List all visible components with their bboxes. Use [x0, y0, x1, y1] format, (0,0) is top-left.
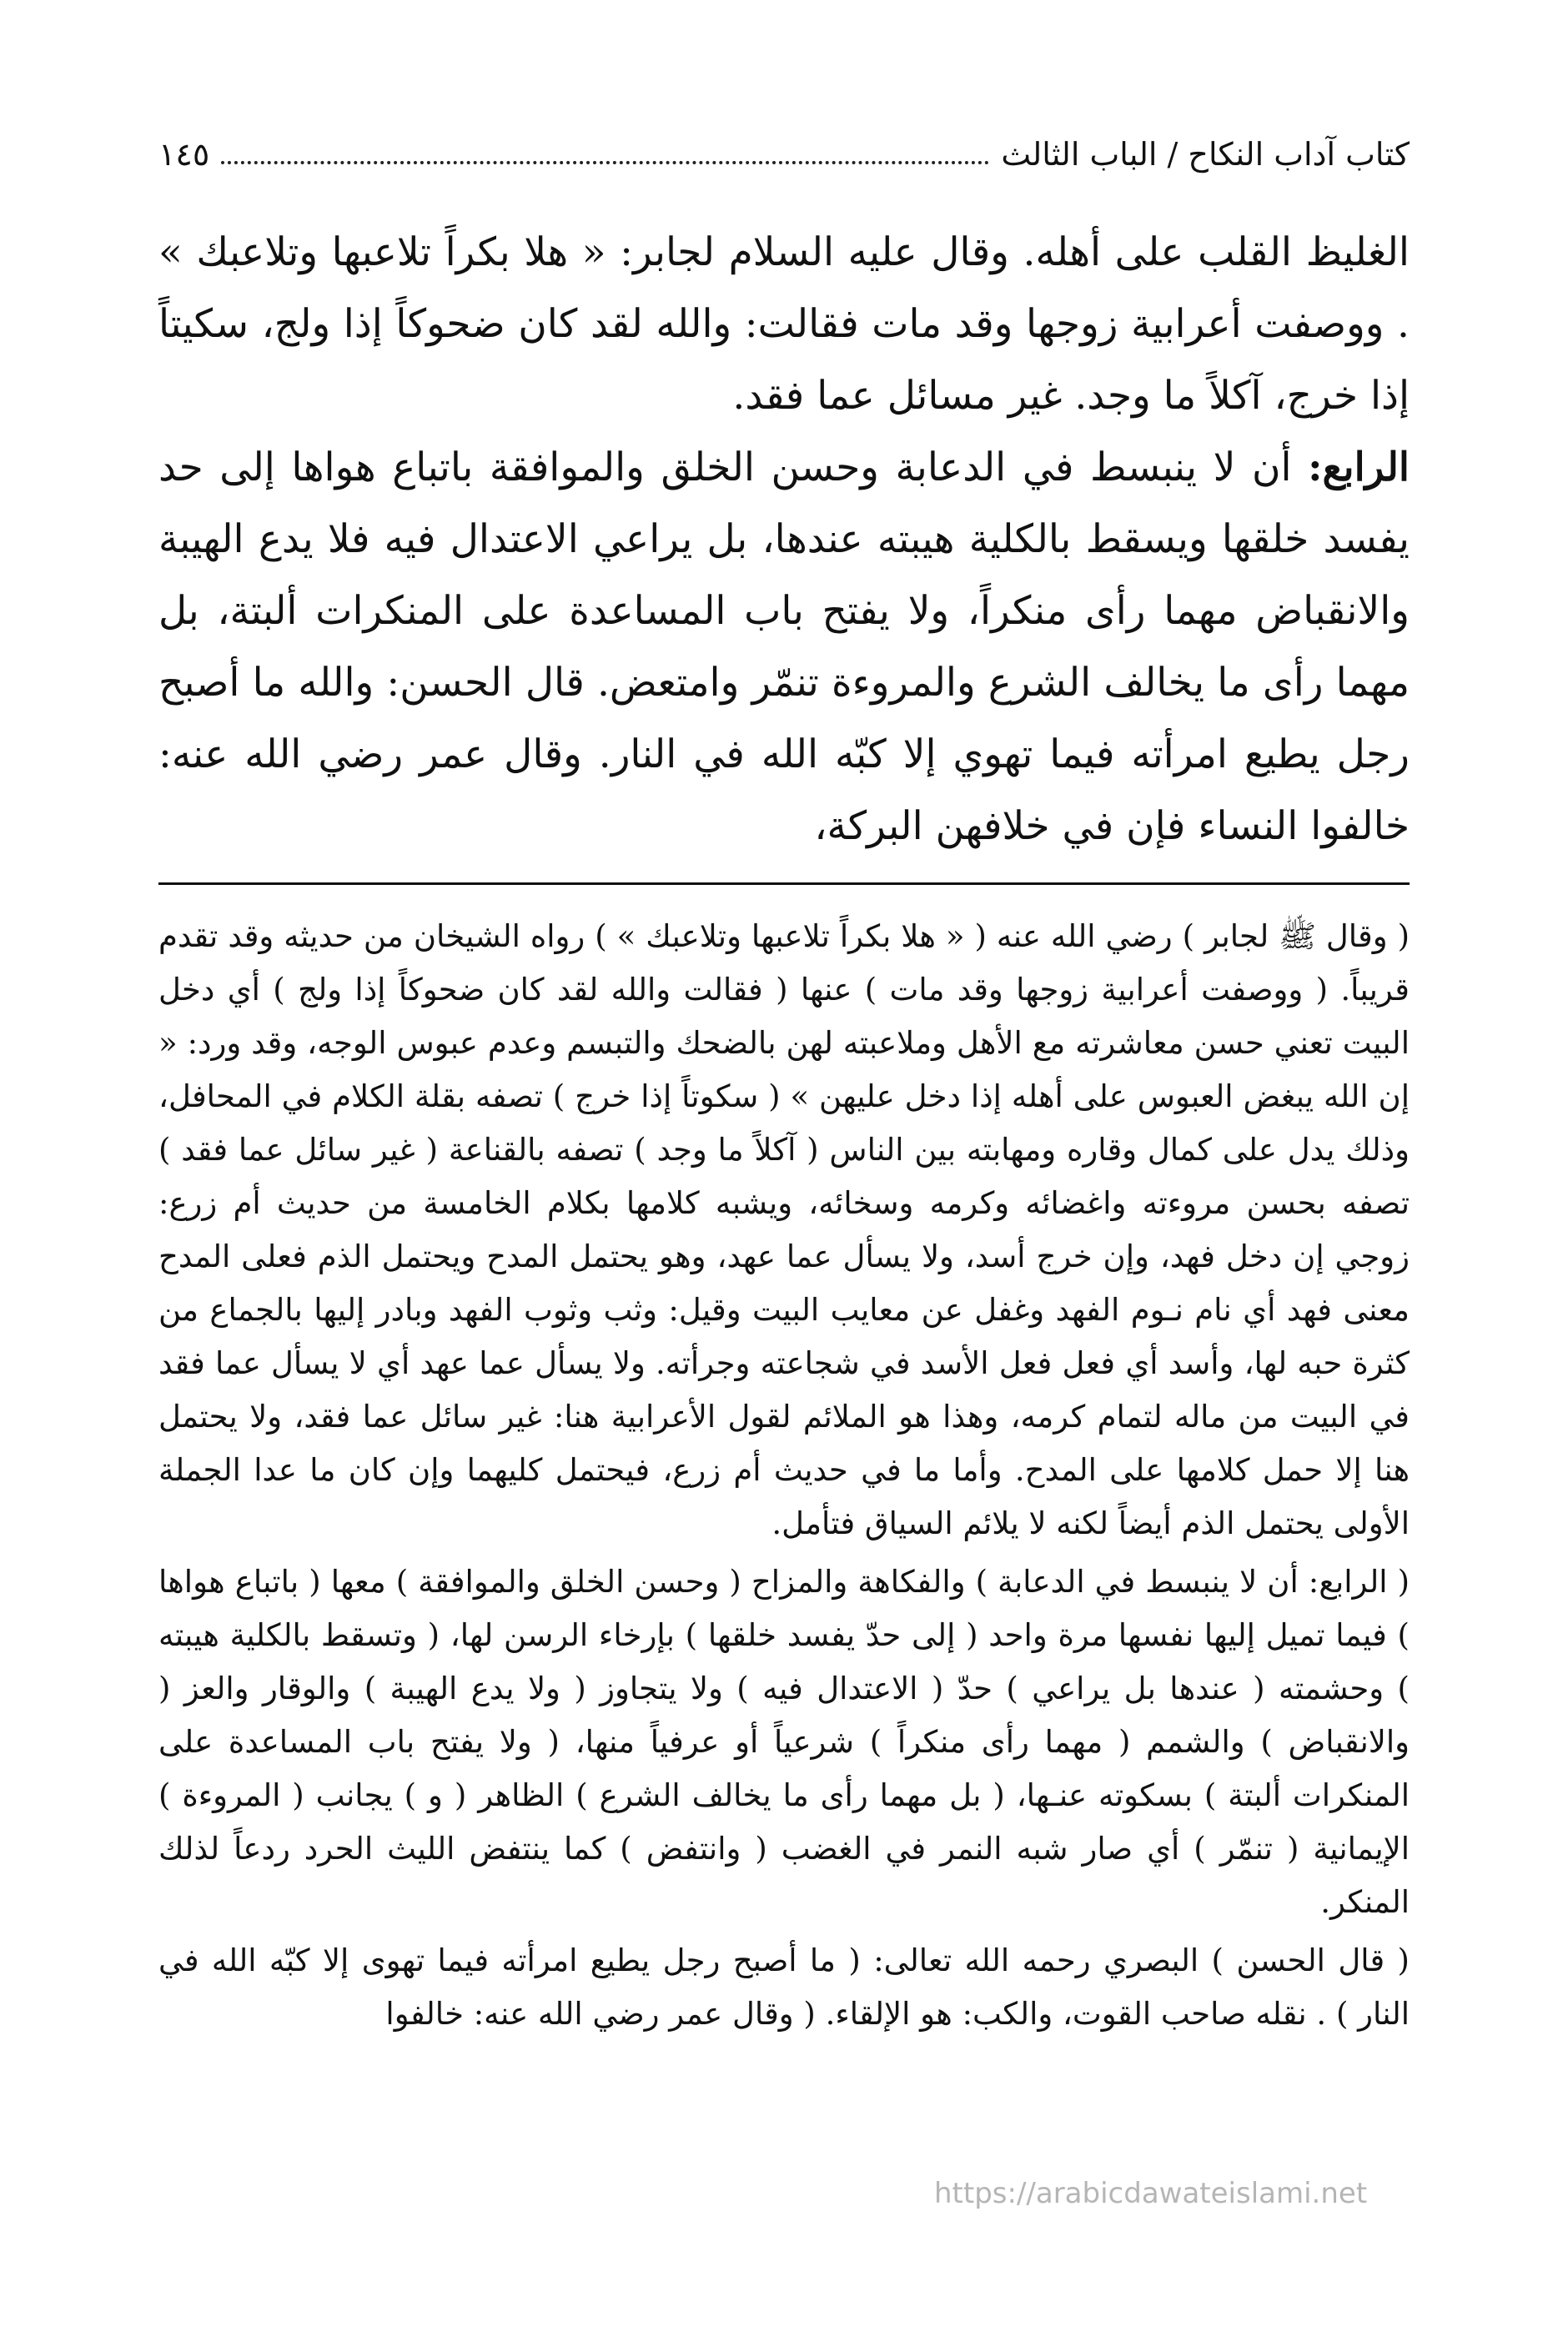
book-page	[158, 125, 1410, 2046]
main-text	[158, 217, 1410, 862]
main-paragraph-2-lead: الرابع:	[1308, 445, 1410, 490]
commentary-paragraph-2: ( الرابع: أن لا ينبسط في الدعابة ) والفكاهة والمزاح ( وحسن الخلق والموافقة ) معها ( باتباع هواها ) فيما تميل إليها نفسها مرة واحد ( إلى حدّ يفسد خلقها ) بإرخاء الرسن لها، ( وتسقط بالكلية هيبته ) وحشمته ( عندها بل يراعي ) حدّ ( الاعتدال فيه ) ولا يتجاوز ( ولا يدع الهيبة ) والوقار والعز ( والانقباض ) والشمم ( مهما رأى منكراً ) شرعياً أو عرفياً منها، ( ولا يفتح باب المساعدة على المنكرات ألبتة ) بسكوته عنـها، ( بل مهما رأى ما يخالف الشرع ) الظاهر ( و ) يجانب ( المروءة ) الإيمانية ( تنمّر ) أي صار شبه النمر في الغضب ( وانتفض ) كما ينتفض الليث الحرد ردعاً لذلك المنكر.	[158, 1564, 1410, 1920]
watermark-url: https://arabicdawateislami.net	[934, 2177, 1368, 2210]
running-header	[158, 125, 1410, 183]
main-paragraph-2	[158, 432, 1410, 862]
main-paragraph-2-body: أن لا ينبسط في الدعابة وحسن الخلق والموافقة باتباع هواها إلى حد يفسد خلقها ويسقط بالكلية هيبته عندها، بل يراعي الاعتدال فيه فلا يدع الهيبة والانقباض مهما رأى منكراً، ولا يفتح باب المساعدة على المنكرات ألبتة، بل مهما رأى ما يخالف الشرع والمروءة تنمّر وامتعض. قال الحسن: والله ما أصبح رجل يطيع امرأته فيما تهوي إلا كبّه الله في النار. وقال عمر رضي الله عنه: خالفوا النساء فإن في خلافهن البركة،	[158, 445, 1410, 849]
page-number: ١٤٥	[158, 136, 210, 173]
commentary-paragraph-3: ( قال الحسن ) البصري رحمه الله تعالى: ( ما أصبح رجل يطيع امرأته فيما تهوى إلا كبّه الله في النار ) . نقله صاحب القوت، والكب: هو الإلقاء. ( وقال عمر رضي الله عنه: خالفوا	[158, 1942, 1410, 2032]
commentary-paragraph-1: ( وقال ﷺ لجابر ) رضي الله عنه ( « هلا بكراً تلاعبها وتلاعبك » ) رواه الشيخان من حديثه وقد تقدم قريباً. ( ووصفت أعرابية زوجها وقد مات ) عنها ( فقالت والله لقد كان ضحوكاً إذا ولج ) أي دخل البيت تعني حسن معاشرته مع الأهل وملاعبته لهن بالضحك والتبسم وعدم عبوس الوجه، وقد ورد: « إن الله يبغض العبوس على أهله إذا دخل عليهن » ( سكوتاً إذا خرج ) تصفه بقلة الكلام في المحافل، وذلك يدل على كمال وقاره ومهابته بين الناس ( آكلاً ما وجد ) تصفه بالقناعة ( غير سائل عما فقد ) تصفه بحسن مروءته واغضائه وكرمه وسخائه، ويشبه كلامها بكلام الخامسة من حديث أم زرع: زوجي إن دخل فهد، وإن خرج أسد، ولا يسأل عما عهد، وهو يحتمل المدح ويحتمل الذم فعلى المدح معنى فهد أي نام نـوم الفهد وغفل عن معايب البيت وقيل: وثب وثوب الفهد وبادر إليها بالجماع من كثرة حبه لها، وأسد أي فعل فعل الأسد في شجاعته وجرأته. ولا يسأل عما عهد أي لا يسأل عما فقد في البيت من ماله لتمام كرمه، وهذا هو الملائم لقول الأعرابية هنا: غير سائل عما فقد، ولا يحتمل هنا إلا حمل كلامها على المدح. وأما ما في حديث أم زرع، فيحتمل كليهما وإن كان ما عدا الجملة الأولى يحتمل الذم أيضاً لكنه لا يلائم السياق فتأمل.	[158, 918, 1410, 1541]
header-leader-dots	[221, 161, 989, 164]
separator-line	[158, 882, 1410, 885]
main-paragraph-1: الغليظ القلب على أهله. وقال عليه السلام لجابر: « هلا بكراً تلاعبها وتلاعبك » . ووصفت أعرابية زوجها وقد مات فقالت: والله لقد كان ضحوكاً إذا ولج، سكيتاً إذا خرج، آكلاً ما وجد. غير مسائل عما فقد.	[158, 229, 1410, 419]
commentary	[158, 910, 1410, 2041]
header-title: كتاب آداب النكاح / الباب الثالث	[1001, 136, 1410, 173]
